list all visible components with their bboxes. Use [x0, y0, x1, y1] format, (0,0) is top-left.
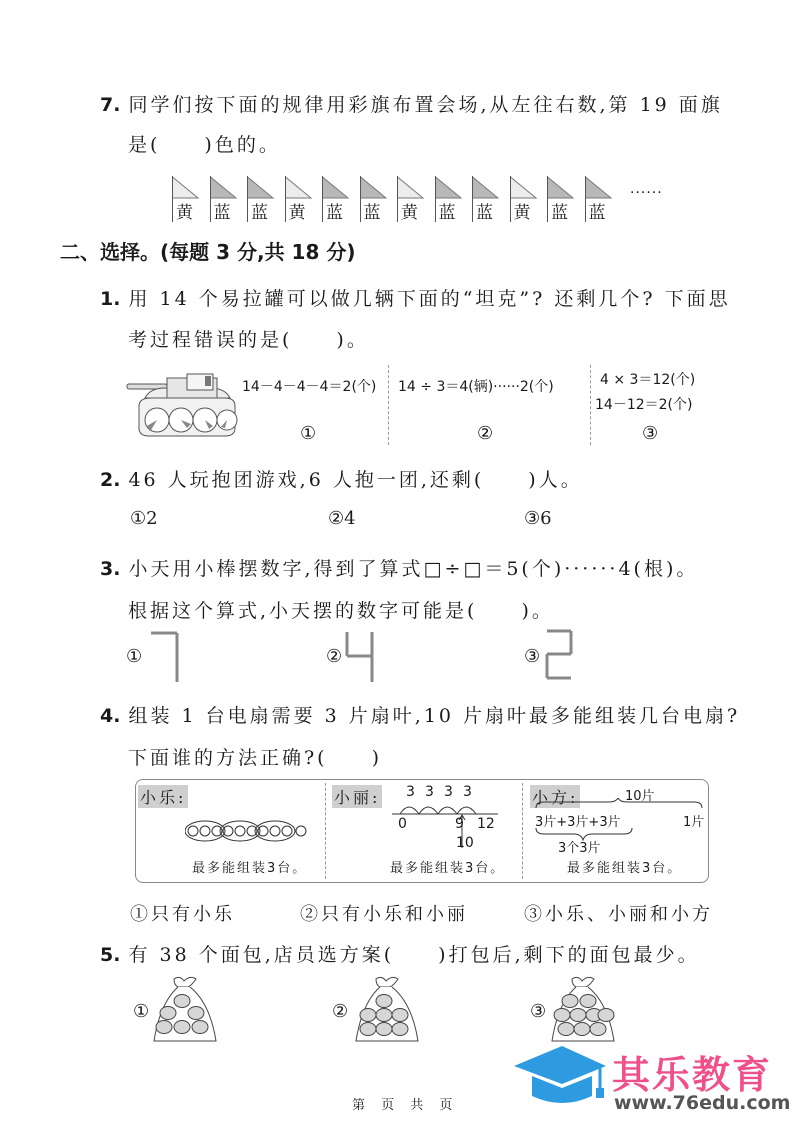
c4-option-2: ②只有小乐和小丽: [300, 904, 468, 925]
flag-pole: [172, 176, 173, 222]
flag-label: 蓝: [213, 203, 231, 223]
flag-row: [172, 176, 622, 226]
li-arc-4: 3: [463, 784, 472, 800]
q7-line1: [100, 90, 723, 117]
c1-line2: 考过程错误的是( )。: [128, 329, 369, 351]
c3-mark-3: ③: [524, 646, 541, 667]
c3-mark-1: ①: [126, 646, 143, 667]
c2-line1: [100, 465, 583, 492]
logo-name: 其乐教育: [612, 1053, 773, 1097]
flag-blue: [472, 176, 502, 222]
c1-option3-expr1: 4 × 3＝12(个): [600, 372, 696, 388]
bread: [574, 1023, 590, 1036]
flag-yellow: [285, 176, 315, 222]
li-arc-1: 3: [406, 784, 415, 800]
flag-pole: [247, 176, 248, 222]
bread: [360, 1023, 376, 1036]
flag-pole: [322, 176, 323, 222]
bread: [562, 995, 578, 1008]
flag-yellow: [510, 176, 540, 222]
flag-yellow: [172, 176, 202, 222]
flag-label: 蓝: [438, 203, 456, 223]
flag-pole: [472, 176, 473, 222]
divider: [522, 783, 523, 879]
bread-bag-3: [548, 975, 618, 1045]
c5-line1: [100, 940, 700, 967]
c2-option-1: ①2: [130, 508, 158, 529]
c1-option1-expr: 14－4－4－4＝2(个): [242, 379, 377, 395]
divider: [388, 365, 389, 445]
flag-label: 黄: [176, 203, 193, 223]
c5-text: 有 38 个面包,店员选方案( )打包后,剩下的面包最少。: [128, 944, 700, 966]
stick-digit-7: [145, 630, 185, 686]
fang-rest: 1片: [683, 815, 705, 830]
panel-fang-result: 最多能组装3台。: [567, 861, 683, 876]
c3-number: 3.: [100, 558, 121, 580]
c5-mark-3: ③: [530, 1001, 547, 1022]
flag-pole: [210, 176, 211, 222]
le-circle-groups: [185, 818, 310, 844]
divider: [325, 783, 326, 879]
bread: [376, 1009, 392, 1022]
c4-line1: [100, 701, 740, 728]
flag-blue: [547, 176, 577, 222]
c5-mark-2: ②: [332, 1001, 349, 1022]
flag-label: 蓝: [363, 203, 381, 223]
panel-li-result: 最多能组装3台。: [390, 861, 506, 876]
bread: [192, 1021, 208, 1034]
bread: [554, 1009, 570, 1022]
bread: [160, 1007, 176, 1020]
li-tick-0: 0: [398, 816, 407, 832]
flag-yellow: [397, 176, 427, 222]
c1-text: 用 14 个易拉罐可以做几辆下面的“坦克”? 还剩几个? 下面思: [128, 288, 731, 310]
fang-under: 3个3片: [558, 841, 601, 856]
bread: [580, 995, 596, 1008]
flag-label: 黄: [401, 203, 418, 223]
li-arrow-label: 10: [456, 835, 474, 851]
logo-url: www.76edu.com: [614, 1092, 791, 1114]
c5-number: 5.: [100, 944, 121, 966]
section-title: 二、选择。(每题 3 分,共 18 分): [60, 240, 356, 264]
bread: [570, 1009, 586, 1022]
c2-option-2: ②4: [328, 508, 356, 529]
li-tick-12: 12: [477, 816, 495, 832]
flag-label: 蓝: [326, 203, 343, 223]
bread: [376, 995, 392, 1008]
c2-option-3: ③6: [524, 508, 552, 529]
flag-label: 蓝: [588, 203, 606, 223]
flag-pole: [285, 176, 286, 222]
flag-pole: [397, 176, 398, 222]
c3-line1: [100, 554, 698, 581]
c1-option3-mark: ③: [642, 423, 659, 444]
panel-li-name: 小丽:: [332, 785, 382, 808]
c1-option1-mark: ①: [300, 423, 317, 444]
c3-text: 小天用小棒摆数字,得到了算式□÷□＝5(个)······4(根)。: [128, 558, 699, 580]
fang-sum: 3片+3片+3片: [535, 815, 621, 830]
flag-label: 黄: [513, 203, 531, 223]
flag-pole: [585, 176, 586, 222]
c5-mark-1: ①: [133, 1001, 150, 1022]
bread: [188, 1007, 204, 1020]
tank-illustration: [125, 370, 245, 440]
c2-number: 2.: [100, 469, 121, 491]
fang-top-label: 10片: [625, 789, 655, 804]
c4-text: 组装 1 台电扇需要 3 片扇叶,10 片扇叶最多能组装几台电扇?: [128, 705, 741, 727]
page-footer: 第 页 共 页: [352, 1098, 459, 1113]
c4-option-3: ③小乐、小丽和小方: [524, 904, 713, 925]
li-arc-2: 3: [425, 784, 434, 800]
q7-line2: 是( )色的。: [128, 134, 281, 156]
divider: [590, 365, 591, 445]
bread: [174, 995, 190, 1008]
stick-digit-2: [543, 628, 583, 684]
bread: [156, 1021, 172, 1034]
bread: [174, 1021, 190, 1034]
c2-text: 46 人玩抱团游戏,6 人抱一团,还剩( )人。: [128, 469, 583, 491]
c3-line2: 根据这个算式,小天摆的数字可能是( )。: [128, 600, 554, 622]
li-tick-9: 9: [455, 816, 464, 832]
flag-blue: [247, 176, 277, 222]
flag-label: 蓝: [476, 203, 493, 223]
flag-pole: [547, 176, 548, 222]
li-arc-3: 3: [444, 784, 453, 800]
flag-blue: [435, 176, 465, 222]
stick-digit-4: [344, 630, 384, 686]
flag-blue: [585, 176, 615, 222]
c4-number: 4.: [100, 705, 121, 727]
q7-text: 同学们按下面的规律用彩旗布置会场,从左往右数,第 19 面旗: [128, 94, 723, 116]
c1-line1: [100, 284, 731, 311]
c3-mark-2: ②: [326, 646, 343, 667]
c1-option2-expr: 14 ÷ 3＝4(辆)······2(个): [398, 379, 554, 395]
q7-number: 7.: [100, 94, 121, 116]
c4-option-1: ①只有小乐: [130, 904, 235, 925]
bread: [558, 1023, 574, 1036]
flag-blue: [210, 176, 240, 222]
panel-le-result: 最多能组装3台。: [192, 861, 308, 876]
c1-option2-mark: ②: [477, 423, 494, 444]
c4-line2: 下面谁的方法正确?( ): [128, 747, 383, 769]
flag-pole: [435, 176, 436, 222]
flag-pole: [360, 176, 361, 222]
bread-bag-2: [352, 975, 422, 1045]
bread: [590, 1023, 606, 1036]
flag-pole: [510, 176, 511, 222]
graduation-cap-icon: [512, 1044, 608, 1108]
bread: [392, 1023, 408, 1036]
bread: [376, 1023, 392, 1036]
flag-blue: [322, 176, 352, 222]
c1-number: 1.: [100, 288, 121, 310]
flag-label: 蓝: [251, 203, 268, 223]
flag-blue: [360, 176, 390, 222]
panel-le-name: 小乐:: [138, 785, 188, 808]
bread: [360, 1009, 376, 1022]
bread-bag-1: [150, 975, 220, 1045]
flag-label: 黄: [288, 203, 306, 223]
bread: [392, 1009, 408, 1022]
flag-ellipsis: ······: [630, 185, 663, 201]
c1-option3-expr2: 14－12＝2(个): [595, 397, 693, 413]
flag-label: 蓝: [551, 203, 568, 223]
panel-fang-name: 小方:: [530, 785, 580, 808]
bread: [598, 1009, 614, 1022]
